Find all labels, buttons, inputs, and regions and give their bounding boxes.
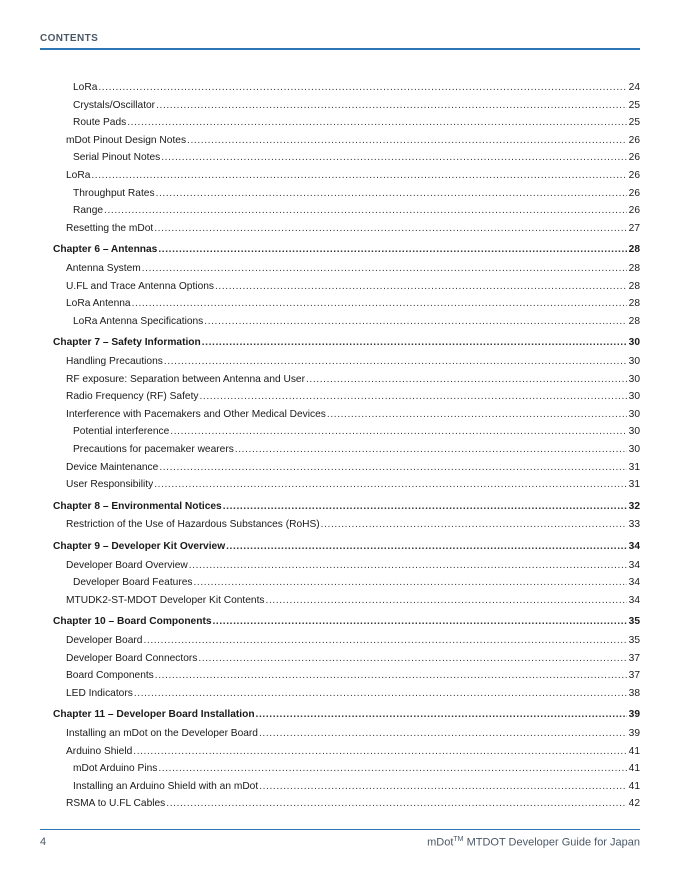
toc-entry-title: Developer Board Features <box>73 577 193 589</box>
toc-dot-leader <box>259 726 627 742</box>
header-label: CONTENTS <box>40 33 99 44</box>
toc-entry[interactable] <box>66 744 640 760</box>
toc-entry-page: 28 <box>628 280 640 292</box>
toc-entry-page: 42 <box>628 798 640 810</box>
toc-entry[interactable] <box>66 686 640 702</box>
toc-chapter-entry[interactable] <box>53 335 640 351</box>
toc-entry-title: Serial Pinout Notes <box>73 152 161 164</box>
toc-entry-page: 30 <box>628 426 640 438</box>
toc-entry-title: Restriction of the Use of Hazardous Substances (RoHS) <box>66 519 320 531</box>
toc-dot-leader <box>235 442 627 458</box>
toc-entry-title: mDot Arduino Pins <box>73 763 158 775</box>
toc-entry-title: Arduino Shield <box>66 745 133 757</box>
toc-entry-page: 26 <box>628 170 640 181</box>
toc-dot-leader <box>156 98 627 114</box>
toc-entry-page: 34 <box>628 541 640 552</box>
toc-entry[interactable] <box>66 168 640 184</box>
toc-entry-page: 25 <box>628 117 640 129</box>
toc-dot-leader <box>143 633 627 649</box>
toc-entry-title: Range <box>73 205 104 217</box>
toc-chapter-entry[interactable] <box>53 614 640 630</box>
toc-entry-title: Installing an mDot on the Developer Board <box>66 728 258 739</box>
toc-dot-leader <box>104 203 627 219</box>
toc-dot-leader <box>259 779 627 795</box>
toc-entry-page: 31 <box>628 479 640 491</box>
toc-dot-leader <box>127 115 627 131</box>
toc-dot-leader <box>156 186 627 202</box>
toc-entry-title: Radio Frequency (RF) Safety <box>66 391 199 403</box>
toc-entry-page: 30 <box>628 373 640 385</box>
toc-entry-title: LoRa Antenna <box>66 298 131 310</box>
toc-entry[interactable] <box>73 575 640 591</box>
toc-entry-title: Developer Board Connectors <box>66 652 198 664</box>
toc-dot-leader <box>164 354 627 370</box>
toc-entry-page: 28 <box>628 263 640 274</box>
toc-entry-title: Installing an Arduino Shield with an mDot <box>73 780 259 792</box>
toc-dot-leader <box>321 517 627 533</box>
toc-entry-page: 28 <box>628 315 640 327</box>
toc-entry-title: Board Components <box>66 670 154 682</box>
toc-entry-page: 41 <box>628 763 640 775</box>
toc-entry-page: 26 <box>628 134 640 146</box>
toc-dot-leader <box>202 335 627 351</box>
toc-entry[interactable] <box>73 761 640 777</box>
toc-entry-page: 41 <box>628 780 640 792</box>
toc-entry-page: 30 <box>628 356 640 367</box>
toc-entry-page: 34 <box>628 559 640 571</box>
toc-entry-page: 32 <box>628 500 640 512</box>
toc-entry-page: 25 <box>628 99 640 111</box>
toc-entry-title: Potential interference <box>73 426 170 438</box>
footer-document-title <box>427 836 640 849</box>
toc-entry-page: 38 <box>628 687 640 699</box>
toc-entry[interactable] <box>66 668 640 684</box>
toc-entry[interactable] <box>66 372 640 388</box>
toc-dot-leader <box>166 796 627 812</box>
toc-dot-leader <box>170 424 627 440</box>
toc-entry-page: 39 <box>628 709 640 721</box>
toc-dot-leader <box>198 651 627 667</box>
toc-entry-title: RSMA to U.FL Cables <box>66 798 166 810</box>
toc-entry[interactable] <box>66 354 640 370</box>
toc-entry-title: Chapter 9 – Developer Kit Overview <box>53 541 226 552</box>
toc-entry-title: U.FL and Trace Antenna Options <box>66 280 214 292</box>
toc-entry-title: MTUDK2-ST-MDOT Developer Kit Contents <box>66 594 265 606</box>
toc-entry[interactable] <box>66 389 640 405</box>
toc-dot-leader <box>223 499 627 515</box>
toc-entry-title: Chapter 6 – Antennas <box>53 244 158 256</box>
toc-entry-page: 37 <box>628 652 640 664</box>
toc-dot-leader <box>215 279 627 295</box>
toc-dot-leader <box>158 761 627 777</box>
toc-entry[interactable] <box>73 442 640 458</box>
toc-entry[interactable] <box>73 80 640 96</box>
toc-entry-title: Chapter 8 – Environmental Notices <box>53 500 222 512</box>
header-divider <box>40 48 640 50</box>
toc-chapter-entry[interactable] <box>53 539 640 555</box>
toc-dot-leader <box>204 314 627 330</box>
toc-entry-page: 28 <box>628 298 640 310</box>
toc-dot-leader <box>200 389 628 405</box>
toc-entry[interactable] <box>73 779 640 795</box>
footer-title-prefix: mDot <box>427 836 454 849</box>
toc-entry-page: 35 <box>628 635 640 646</box>
toc-entry-page: 30 <box>628 391 640 403</box>
toc-entry[interactable] <box>66 221 640 237</box>
toc-entry-title: Throughput Rates <box>73 187 155 199</box>
toc-entry[interactable] <box>66 796 640 812</box>
toc-entry-title: User Responsibility <box>66 479 154 491</box>
toc-entry-page: 33 <box>628 519 640 531</box>
toc-entry-title: Antenna System <box>66 263 141 274</box>
toc-entry-title: Device Maintenance <box>66 461 159 473</box>
toc-entry[interactable] <box>66 261 640 277</box>
toc-entry-title: LoRa Antenna Specifications <box>73 315 204 327</box>
toc-dot-leader <box>226 539 627 555</box>
toc-entry[interactable] <box>66 477 640 493</box>
toc-dot-leader <box>91 168 627 184</box>
toc-entry-page: 39 <box>628 728 640 739</box>
toc-entry-title: Handling Precautions <box>66 356 163 367</box>
toc-entry[interactable] <box>66 651 640 667</box>
toc-entry[interactable] <box>73 314 640 330</box>
toc-entry-page: 26 <box>628 187 640 199</box>
toc-entry-page: 34 <box>628 577 640 589</box>
toc-entry-page: 31 <box>628 461 640 473</box>
toc-dot-leader <box>142 261 627 277</box>
toc-entry-page: 34 <box>628 594 640 606</box>
toc-entry[interactable] <box>66 296 640 312</box>
toc-entry-page: 30 <box>628 444 640 455</box>
toc-entry-page: 26 <box>628 205 640 217</box>
toc-dot-leader <box>306 372 627 388</box>
toc-dot-leader <box>134 686 627 702</box>
toc-dot-leader <box>256 707 627 723</box>
toc-dot-leader <box>159 460 627 476</box>
toc-entry[interactable] <box>66 407 640 423</box>
toc-entry-title: LED Indicators <box>66 687 133 699</box>
toc-entry[interactable] <box>66 517 640 533</box>
footer-page-number: 4 <box>40 836 47 848</box>
toc-entry-page: 41 <box>628 745 640 757</box>
toc-entry[interactable] <box>66 460 640 476</box>
toc-entry-title: RF exposure: Separation between Antenna and User <box>66 373 305 385</box>
toc-entry[interactable] <box>73 98 640 114</box>
toc-entry-title: Chapter 7 – Safety Information <box>53 337 201 349</box>
toc-dot-leader <box>266 593 627 609</box>
footer-title-suffix: MTDOT Developer Guide for Japan <box>463 836 640 849</box>
toc-dot-leader <box>155 668 627 684</box>
toc-dot-leader <box>154 221 627 237</box>
toc-entry-page: 30 <box>628 337 640 349</box>
toc-dot-leader <box>193 575 627 591</box>
toc-entry-title: Crystals/Oscillator <box>73 99 156 111</box>
toc-chapter-entry[interactable] <box>53 707 640 723</box>
toc-entry-page: 24 <box>628 82 640 93</box>
toc-dot-leader <box>132 296 627 312</box>
toc-dot-leader <box>133 744 627 760</box>
toc-entry-title: LoRa <box>66 170 91 181</box>
toc-entry[interactable] <box>73 424 640 440</box>
toc-entry[interactable] <box>66 726 640 742</box>
toc-chapter-entry[interactable] <box>53 499 640 515</box>
toc-entry-page: 27 <box>628 222 640 234</box>
footer-title-trademark: TM <box>453 836 464 843</box>
toc-dot-leader <box>154 477 627 493</box>
toc-dot-leader <box>189 558 627 574</box>
toc-entry[interactable] <box>66 279 640 295</box>
toc-entry-title: Interference with Pacemakers and Other Medical Devices <box>66 408 326 420</box>
toc-dot-leader <box>187 133 627 149</box>
toc-entry-title: Developer Board <box>66 635 143 646</box>
toc-entry-title: Precautions for pacemaker wearers <box>73 444 234 455</box>
toc-entry-title: Resetting the mDot <box>66 222 154 234</box>
toc-entry-title: Route Pads <box>73 117 127 129</box>
toc-dot-leader <box>161 150 627 166</box>
toc-entry-title: Chapter 10 – Board Components <box>53 616 212 628</box>
toc-dot-leader <box>327 407 627 423</box>
toc-entry[interactable] <box>73 203 640 219</box>
toc-entry-title: Developer Board Overview <box>66 559 188 571</box>
toc-entry-title: mDot Pinout Design Notes <box>66 134 187 146</box>
toc-entry[interactable] <box>73 150 640 166</box>
toc-entry[interactable] <box>73 186 640 202</box>
toc-entry[interactable] <box>66 133 640 149</box>
toc-entry-page: 26 <box>628 152 640 164</box>
toc-entry[interactable] <box>66 593 640 609</box>
toc-dot-leader <box>158 242 627 258</box>
toc-entry-title: LoRa <box>73 82 98 93</box>
toc-entry-page: 35 <box>628 616 640 628</box>
toc-entry-title: Chapter 11 – Developer Board Installation <box>53 709 255 721</box>
toc-dot-leader <box>98 80 627 96</box>
toc-entry[interactable] <box>66 558 640 574</box>
toc-entry[interactable] <box>66 633 640 649</box>
footer-divider <box>40 829 640 830</box>
toc-entry-page: 28 <box>628 244 640 256</box>
toc-dot-leader <box>213 614 628 630</box>
toc-chapter-entry[interactable] <box>53 242 640 258</box>
toc-entry-page: 37 <box>628 670 640 682</box>
toc-entry[interactable] <box>73 115 640 131</box>
toc-entry-page: 30 <box>628 408 640 420</box>
